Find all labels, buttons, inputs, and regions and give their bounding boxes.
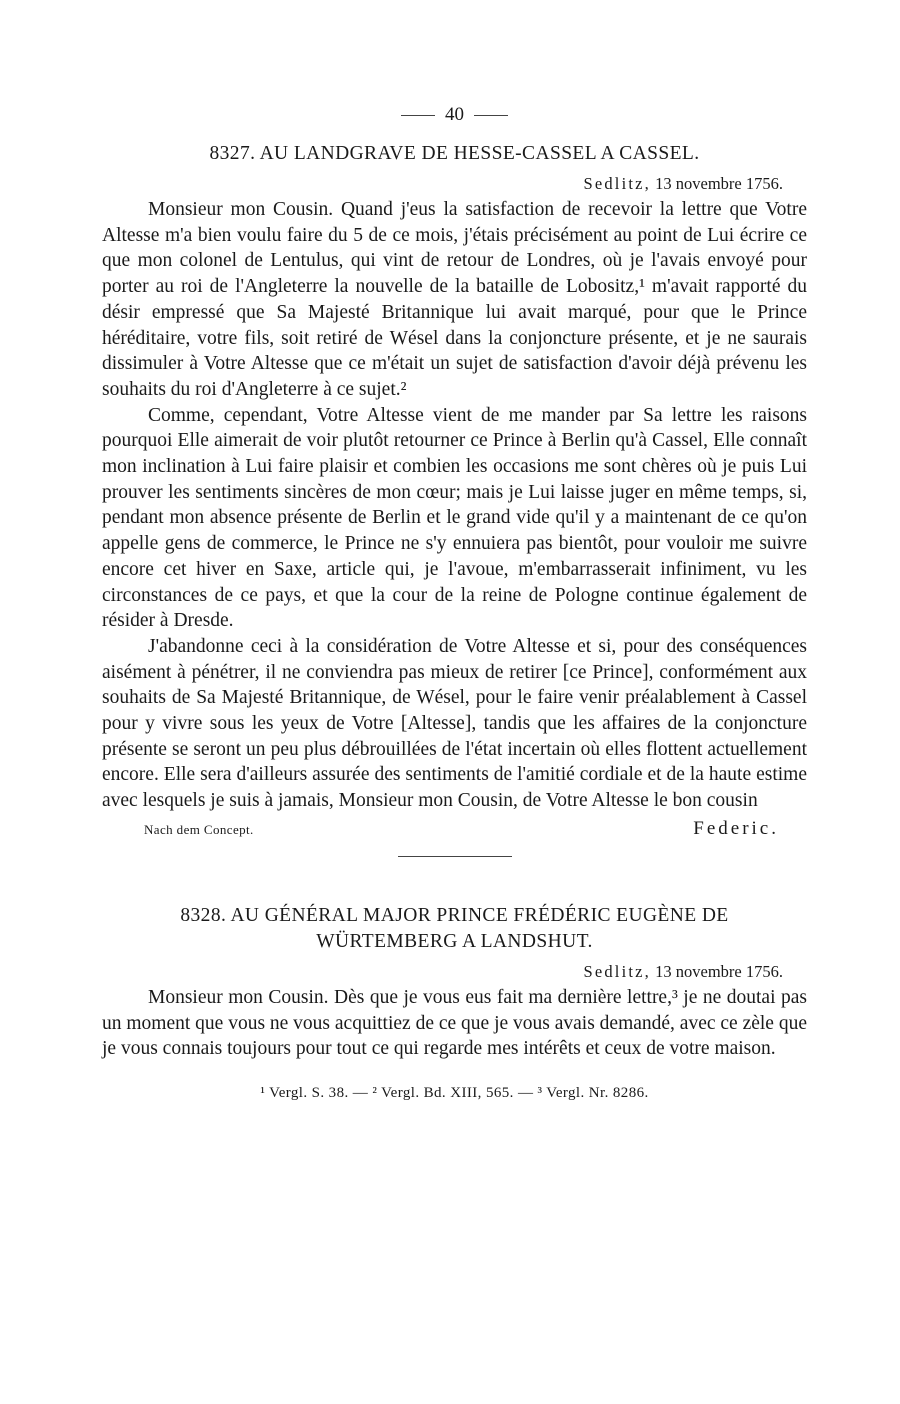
- signature: Federic.: [693, 817, 779, 839]
- letter-8328: [102, 903, 807, 1062]
- header-dash-left: [401, 115, 435, 116]
- dateline: [102, 171, 783, 197]
- closing-row: [102, 818, 807, 840]
- footnotes: ¹ Vergl. S. 38. — ² Vergl. Bd. XIII, 565. — ³ Vergl. Nr. 8286.: [260, 1084, 649, 1101]
- letter-heading: 8327. AU LANDGRAVE DE HESSE-CASSEL A CASSEL.: [209, 143, 700, 164]
- letter-8327: [102, 141, 807, 857]
- page-header: [102, 95, 807, 135]
- header-dash-right: [474, 115, 508, 116]
- source-note: Nach dem Concept.: [144, 821, 254, 837]
- dateline: [102, 959, 783, 985]
- page-number: 40: [445, 104, 464, 125]
- page: [102, 95, 807, 1119]
- dateline-place: Sedlitz,: [583, 174, 652, 193]
- paragraph: J'abandonne ceci à la considération de Votre Altesse et si, pour des conséquences aisément à pénétrer, il ne conviendra pas mieux de retirer [ce Prince], conformément aux souhaits de Sa Majesté Britannique, de Wésel, pour le faire venir préalablement à Cassel pour y vivre sous les yeux de Votre [Altesse], tandis que les affaires de la conjoncture présente se seront un peu plus débrouillées de l'état incertain où elles flottent actuellement encore. Elle sera d'ailleurs assurée des sentiments de l'amitié cordiale et de la haute estime avec lesquels je suis à jamais, Monsieur mon Cousin, de Votre Altesse le bon cousin: [102, 635, 807, 812]
- letter-heading-line-2: WÜRTEMBERG A LANDSHUT.: [316, 930, 593, 952]
- dateline-place: Sedlitz,: [583, 961, 652, 981]
- paragraph: Comme, cependant, Votre Altesse vient de me mander par Sa lettre les raisons pourquoi Elle aimerait de voir plutôt retourner ce Prince à Berlin qu'à Cassel, Elle connaît mon inclination à Lui faire plaisir et combien les occasions me sont chères où je puis Lui prouver les sentiments sincères de mon cœur; mais je Lui laisse juger en même temps, si, pendant mon absence présente de Berlin et le grand vide qu'il y a maintenant de ce qu'on appelle gens de commerce, le Prince ne s'y ennuiera pas bientôt, pour vouloir me suivre encore cet hiver en Saxe, article qui, je l'avoue, m'embarrasserait infiniment, vu les circonstances de ce pays, et que la cour de la reine de Pologne continue également de résider à Dresde.: [102, 404, 807, 632]
- dateline-date: 13 novembre 1756.: [655, 961, 783, 981]
- section-divider: [398, 856, 512, 857]
- dateline-date: 13 novembre 1756.: [655, 174, 783, 193]
- letter-heading-line-1: 8328. AU GÉNÉRAL MAJOR PRINCE FRÉDÉRIC EUGÈNE DE: [180, 904, 729, 926]
- letter-heading: [102, 903, 807, 955]
- paragraph: Monsieur mon Cousin. Quand j'eus la satisfaction de recevoir la lettre que Votre Altesse m'a bien voulu faire du 5 de ce mois, j'étais précisément au point de Lui écrire ce que mon colonel de Lentulus, qui vint de retour de Londres, où je l'avais envoyé pour porter au roi de l'Angleterre la nouvelle de la bataille de Lobositz,¹ m'avait rapporté du désir empressé que Sa Majesté Britannique lui avait marqué, pour que le Prince héréditaire, votre fils, soit retiré de Wésel dans la conjoncture présente, et je ne saurais dissimuler à Votre Altesse que ce m'était un sujet de satisfaction d'avoir déjà prévenu les souhaits du roi d'Angleterre à ce sujet.²: [102, 199, 807, 400]
- paragraph: Monsieur mon Cousin. Dès que je vous eus fait ma dernière lettre,³ je ne doutai pas un moment que vous ne vous acquittiez de ce que je vous avais demandé, avec ce zèle que je vous connais toujours pour tout ce qui regarde mes intérêts et ceux de votre maison.: [102, 986, 807, 1060]
